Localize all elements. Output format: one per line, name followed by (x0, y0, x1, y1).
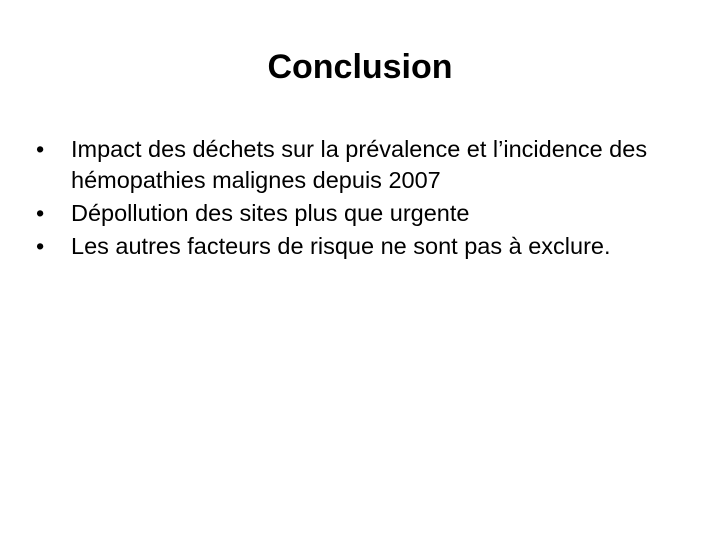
bullet-text: Impact des déchets sur la prévalence et l’incidence des hémopathies malignes depuis 2007 (71, 136, 648, 193)
bullet-icon: • (36, 233, 45, 259)
bullet-item (36, 134, 676, 196)
bullet-item (36, 198, 676, 229)
bullet-text: Dépollution des sites plus que urgente (71, 200, 470, 226)
slide-title: Conclusion (267, 48, 453, 86)
bullet-list (36, 134, 676, 264)
bullet-icon: • (36, 136, 45, 162)
bullet-text: Les autres facteurs de risque ne sont pas à exclure. (71, 233, 611, 259)
bullet-icon: • (36, 200, 45, 226)
bullet-item (36, 231, 676, 262)
